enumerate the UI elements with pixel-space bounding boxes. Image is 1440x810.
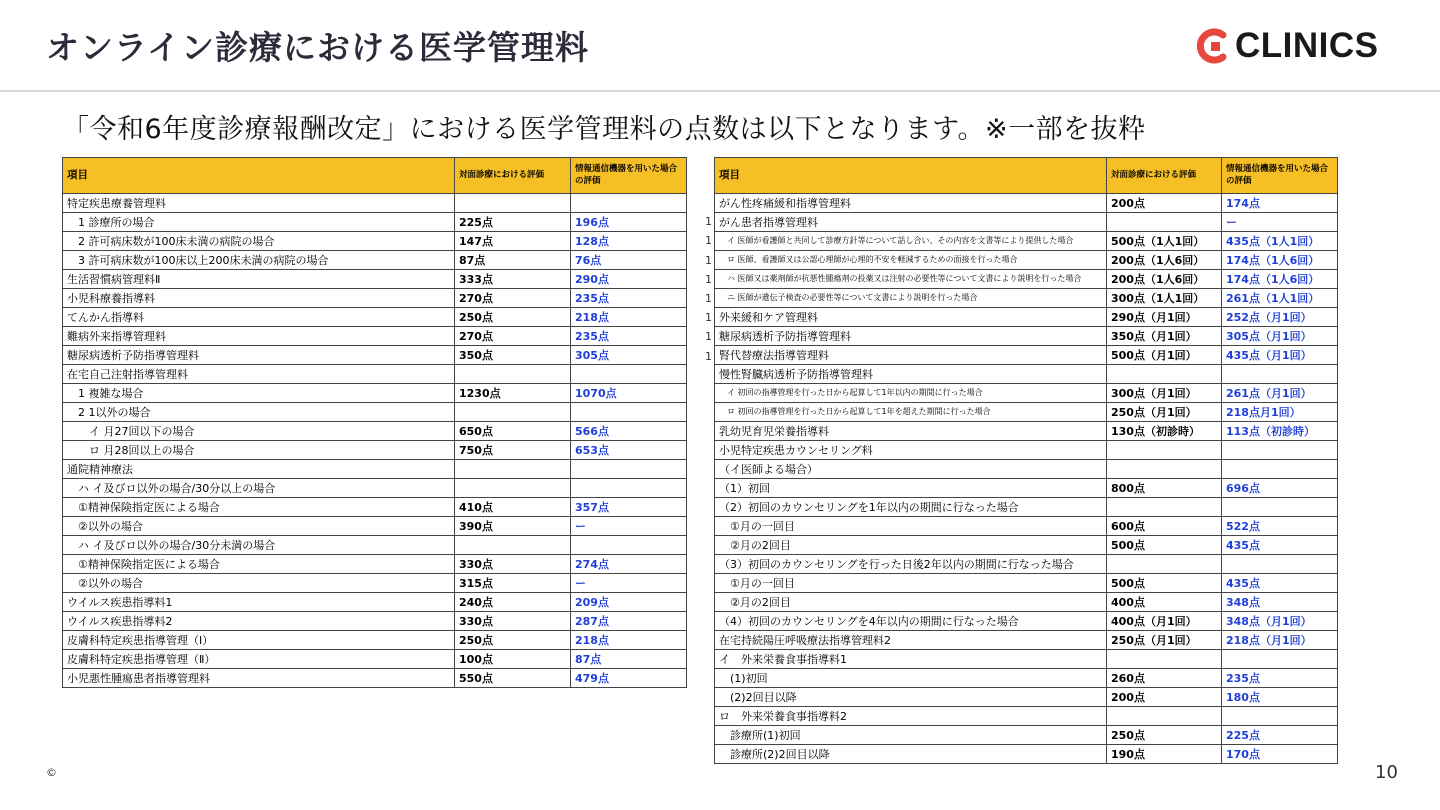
row-online-fee: 113点（初診時） (1222, 422, 1338, 441)
row-in-person-fee: 300点（1人1回） (1107, 289, 1222, 308)
table-row (715, 460, 1338, 479)
row-in-person-fee: 270点 (455, 289, 571, 308)
row-marker: 1 (705, 234, 712, 248)
row-in-person-fee (455, 479, 571, 498)
row-online-fee: 274点 (571, 555, 687, 574)
table-row (715, 213, 1338, 232)
row-item: (1)初回 (715, 669, 1107, 688)
row-item: 乳幼児育児栄養指導料 (715, 422, 1107, 441)
row-in-person-fee: 200点（1人6回） (1107, 251, 1222, 270)
row-in-person-fee (1107, 555, 1222, 574)
medical-fee-table-right (714, 157, 1338, 764)
row-online-fee: 225点 (1222, 726, 1338, 745)
row-online-fee: 180点 (1222, 688, 1338, 707)
row-online-fee: 435点（1人1回） (1222, 232, 1338, 251)
row-item: 在宅自己注射指導管理料 (63, 365, 455, 384)
row-marker: 1 (705, 349, 712, 363)
row-item: 皮膚科特定疾患指導管理（Ⅱ） (63, 650, 455, 669)
table-row (63, 498, 687, 517)
row-online-fee (1222, 460, 1338, 479)
row-in-person-fee: 410点 (455, 498, 571, 517)
table-row (63, 460, 687, 479)
row-online-fee (571, 536, 687, 555)
row-item: ハ イ及びロ以外の場合/30分以上の場合 (63, 479, 455, 498)
row-in-person-fee: 350点（月1回） (1107, 327, 1222, 346)
row-online-fee (1222, 707, 1338, 726)
row-item: ②以外の場合 (63, 574, 455, 593)
row-item: 診療所(1)初回 (715, 726, 1107, 745)
row-online-fee: 209点 (571, 593, 687, 612)
row-in-person-fee: 87点 (455, 251, 571, 270)
row-in-person-fee: 260点 (1107, 669, 1222, 688)
row-in-person-fee: 390点 (455, 517, 571, 536)
table-row (715, 650, 1338, 669)
row-item: 外来緩和ケア管理料 (715, 308, 1107, 327)
row-in-person-fee: 240点 (455, 593, 571, 612)
row-item: 診療所(2)2回目以降 (715, 745, 1107, 764)
row-in-person-fee: 270点 (455, 327, 571, 346)
table-header-row (63, 158, 687, 194)
row-item: 通院精神療法 (63, 460, 455, 479)
row-item: ロ 月28回以上の場合 (63, 441, 455, 460)
row-online-fee: 653点 (571, 441, 687, 460)
row-online-fee: 1070点 (571, 384, 687, 403)
table-row (715, 574, 1338, 593)
table-row (63, 346, 687, 365)
table-row (63, 555, 687, 574)
table-row (715, 631, 1338, 650)
row-item: 特定疾患療養管理料 (63, 194, 455, 213)
row-in-person-fee: 200点（1人6回） (1107, 270, 1222, 289)
row-in-person-fee: 250点 (455, 308, 571, 327)
row-online-fee: 290点 (571, 270, 687, 289)
row-item: ②月の2回目 (715, 536, 1107, 555)
row-in-person-fee: 250点（月1回） (1107, 631, 1222, 650)
row-in-person-fee: 190点 (1107, 745, 1222, 764)
table-row (715, 422, 1338, 441)
clinics-logo (1193, 26, 1379, 66)
row-online-fee: 218点月1回） (1222, 403, 1338, 422)
row-in-person-fee: 500点 (1107, 574, 1222, 593)
row-in-person-fee: 1230点 (455, 384, 571, 403)
table-row (63, 479, 687, 498)
row-online-fee (571, 460, 687, 479)
row-item: 皮膚科特定疾患指導管理（Ⅰ） (63, 631, 455, 650)
row-online-fee: 174点 (1222, 194, 1338, 213)
table-row (715, 270, 1338, 289)
row-online-fee: 348点（月1回） (1222, 612, 1338, 631)
row-in-person-fee: 147点 (455, 232, 571, 251)
table-row (715, 194, 1338, 213)
row-online-fee: 174点（1人6回） (1222, 251, 1338, 270)
row-item: ハ イ及びロ以外の場合/30分未満の場合 (63, 536, 455, 555)
row-in-person-fee (1107, 213, 1222, 232)
row-in-person-fee: 400点（月1回） (1107, 612, 1222, 631)
table-row (63, 270, 687, 289)
row-in-person-fee: 500点（1人1回） (1107, 232, 1222, 251)
row-marker: 1 (705, 330, 712, 344)
table-row (715, 441, 1338, 460)
row-online-fee: 76点 (571, 251, 687, 270)
row-in-person-fee: 333点 (455, 270, 571, 289)
table-row (715, 498, 1338, 517)
page-number: 10 (1375, 762, 1398, 783)
row-item: ①月の一回目 (715, 517, 1107, 536)
row-item: 在宅持続陽圧呼吸療法指導管理料2 (715, 631, 1107, 650)
row-online-fee (1222, 650, 1338, 669)
row-item: 生活習慣病管理料Ⅱ (63, 270, 455, 289)
row-online-fee: 252点（月1回） (1222, 308, 1338, 327)
row-item: ①精神保険指定医による場合 (63, 498, 455, 517)
table-row (63, 669, 687, 688)
row-item: ハ 医師又は薬剤師が抗悪性腫瘍剤の投薬又は注射の必要性等について文書により説明を行った場合 (715, 270, 1107, 289)
row-online-fee: 218点（月1回） (1222, 631, 1338, 650)
table-row (715, 365, 1338, 384)
page-title: オンライン診療における医学管理料 (46, 28, 590, 67)
row-item: 小児特定疾患カウンセリング料 (715, 441, 1107, 460)
table-row (63, 631, 687, 650)
table-row (715, 745, 1338, 764)
header-item: 項目 (715, 158, 1107, 194)
row-online-fee: 522点 (1222, 517, 1338, 536)
header-in-person: 対面診療における評価 (1107, 158, 1222, 194)
table-row (715, 707, 1338, 726)
row-online-fee: 235点 (571, 327, 687, 346)
row-online-fee (1222, 498, 1338, 517)
row-in-person-fee: 250点（月1回） (1107, 403, 1222, 422)
table-row (63, 441, 687, 460)
row-online-fee: ー (571, 517, 687, 536)
row-marker: 1 (705, 311, 712, 325)
row-item: （4）初回のカウンセリングを4年以内の期間に行なった場合 (715, 612, 1107, 631)
table-row (63, 574, 687, 593)
row-marker: 1 (705, 253, 712, 267)
row-in-person-fee (1107, 365, 1222, 384)
table-row (715, 289, 1338, 308)
row-item: ロ 初回の指導管理を行った日から起算して1年を超えた期間に行った場合 (715, 403, 1107, 422)
row-online-fee: 174点（1人6回） (1222, 270, 1338, 289)
row-in-person-fee: 130点（初診時） (1107, 422, 1222, 441)
row-item: がん性疼痛緩和指導管理料 (715, 194, 1107, 213)
row-online-fee: 435点 (1222, 574, 1338, 593)
row-in-person-fee (455, 536, 571, 555)
table-row (63, 536, 687, 555)
row-item: ニ 医師が遺伝子検査の必要性等について文書により説明を行った場合 (715, 289, 1107, 308)
row-item: イ 初回の指導管理を行った日から起算して1年以内の期間に行った場合 (715, 384, 1107, 403)
row-in-person-fee: 400点 (1107, 593, 1222, 612)
row-item: イ 医師が看護師と共同して診療方針等について話し合い、その内容を文書等により提供した場合 (715, 232, 1107, 251)
row-in-person-fee: 600点 (1107, 517, 1222, 536)
row-in-person-fee: 300点（月1回） (1107, 384, 1222, 403)
row-online-fee: 435点 (1222, 536, 1338, 555)
row-item: （3）初回のカウンセリングを行った日後2年以内の期間に行なった場合 (715, 555, 1107, 574)
row-item: ②月の2回目 (715, 593, 1107, 612)
row-in-person-fee: 500点（月1回） (1107, 346, 1222, 365)
row-marker: 1 (705, 292, 712, 305)
table-row (63, 517, 687, 536)
row-online-fee: 235点 (571, 289, 687, 308)
row-item: 1 複雑な場合 (63, 384, 455, 403)
row-in-person-fee: 330点 (455, 612, 571, 631)
table-row (715, 555, 1338, 574)
row-in-person-fee: 290点（月1回） (1107, 308, 1222, 327)
header-online: 情報通信機器を用いた場合の評価 (571, 158, 687, 194)
row-item: ロ 医師、看護師又は公認心理師が心理的不安を軽減するための面接を行った場合 (715, 251, 1107, 270)
table-row (715, 688, 1338, 707)
row-online-fee: 566点 (571, 422, 687, 441)
clinics-logo-icon (1193, 27, 1229, 65)
row-online-fee: 435点（月1回） (1222, 346, 1338, 365)
row-in-person-fee: 200点 (1107, 688, 1222, 707)
row-in-person-fee (1107, 460, 1222, 479)
row-in-person-fee: 350点 (455, 346, 571, 365)
table-row (715, 384, 1338, 403)
table-row (63, 327, 687, 346)
row-item: 2 許可病床数が100床未満の病院の場合 (63, 232, 455, 251)
table-row (63, 384, 687, 403)
row-online-fee: ー (571, 574, 687, 593)
row-in-person-fee: 315点 (455, 574, 571, 593)
row-online-fee: 87点 (571, 650, 687, 669)
table-row (63, 251, 687, 270)
row-in-person-fee (1107, 650, 1222, 669)
row-in-person-fee (455, 460, 571, 479)
row-in-person-fee: 800点 (1107, 479, 1222, 498)
row-online-fee: 305点 (571, 346, 687, 365)
row-item: ①月の一回目 (715, 574, 1107, 593)
row-online-fee: 261点（月1回） (1222, 384, 1338, 403)
row-online-fee: 170点 (1222, 745, 1338, 764)
header-divider (0, 90, 1440, 92)
row-online-fee: ー (1222, 213, 1338, 232)
table-row (715, 612, 1338, 631)
row-item: 小児科療養指導料 (63, 289, 455, 308)
logo-text: CLINICS (1235, 26, 1379, 65)
table-row (715, 327, 1338, 346)
row-marker: 1 (705, 215, 712, 229)
row-online-fee (571, 479, 687, 498)
table-row (715, 403, 1338, 422)
header-online: 情報通信機器を用いた場合の評価 (1222, 158, 1338, 194)
row-in-person-fee: 250点 (1107, 726, 1222, 745)
table-row (715, 517, 1338, 536)
row-item: 2 1以外の場合 (63, 403, 455, 422)
table-row (63, 593, 687, 612)
row-item: （2）初回のカウンセリングを1年以内の期間に行なった場合 (715, 498, 1107, 517)
row-online-fee: 357点 (571, 498, 687, 517)
row-in-person-fee (1107, 707, 1222, 726)
row-item: ロ 外来栄養食事指導料2 (715, 707, 1107, 726)
row-item: 糖尿病透析予防指導管理料 (63, 346, 455, 365)
row-item: 糖尿病透析予防指導管理料 (715, 327, 1107, 346)
table-row (715, 669, 1338, 688)
row-item: 難病外来指導管理料 (63, 327, 455, 346)
table-row (715, 479, 1338, 498)
table-row (715, 251, 1338, 270)
table-row (715, 593, 1338, 612)
row-in-person-fee: 200点 (1107, 194, 1222, 213)
medical-fee-table-left (62, 157, 687, 688)
table-row (715, 308, 1338, 327)
row-item: 慢性腎臓病透析予防指導管理料 (715, 365, 1107, 384)
table-row (63, 289, 687, 308)
row-item: ②以外の場合 (63, 517, 455, 536)
row-in-person-fee (455, 403, 571, 422)
row-online-fee: 218点 (571, 308, 687, 327)
row-online-fee: 128点 (571, 232, 687, 251)
table-row (63, 650, 687, 669)
row-online-fee: 261点（1人1回） (1222, 289, 1338, 308)
subtitle: 「令和6年度診療報酬改定」における医学管理料の点数は以下となります。※一部を抜粋 (62, 114, 1146, 145)
row-in-person-fee: 100点 (455, 650, 571, 669)
row-item: （1）初回 (715, 479, 1107, 498)
row-in-person-fee: 550点 (455, 669, 571, 688)
row-item: ウイルス疾患指導料1 (63, 593, 455, 612)
row-online-fee (1222, 365, 1338, 384)
table-row (63, 232, 687, 251)
row-item: ①精神保険指定医による場合 (63, 555, 455, 574)
row-in-person-fee (455, 194, 571, 213)
row-in-person-fee: 225点 (455, 213, 571, 232)
row-in-person-fee (455, 365, 571, 384)
table-row (63, 422, 687, 441)
row-in-person-fee: 250点 (455, 631, 571, 650)
copyright-text: © (46, 766, 57, 779)
row-in-person-fee (1107, 441, 1222, 460)
row-online-fee: 235点 (1222, 669, 1338, 688)
header-in-person: 対面診療における評価 (455, 158, 571, 194)
table-row (63, 403, 687, 422)
table-row (715, 232, 1338, 251)
row-online-fee (1222, 441, 1338, 460)
row-marker: 1 (705, 272, 712, 286)
table-row (63, 612, 687, 631)
row-in-person-fee (1107, 498, 1222, 517)
row-item: ウイルス疾患指導料2 (63, 612, 455, 631)
row-online-fee: 287点 (571, 612, 687, 631)
table-row (63, 308, 687, 327)
row-online-fee (571, 365, 687, 384)
table-row (715, 726, 1338, 745)
row-item: イ 月27回以下の場合 (63, 422, 455, 441)
row-item: （イ医師よる場合） (715, 460, 1107, 479)
table-row (715, 346, 1338, 365)
header-item: 項目 (63, 158, 455, 194)
table-row (63, 365, 687, 384)
row-online-fee (571, 403, 687, 422)
row-online-fee (571, 194, 687, 213)
table-row (63, 194, 687, 213)
row-online-fee: 479点 (571, 669, 687, 688)
row-item: 小児悪性腫瘍患者指導管理料 (63, 669, 455, 688)
table-row (63, 213, 687, 232)
row-item: (2)2回目以降 (715, 688, 1107, 707)
row-in-person-fee: 330点 (455, 555, 571, 574)
row-online-fee: 348点 (1222, 593, 1338, 612)
row-in-person-fee: 750点 (455, 441, 571, 460)
row-online-fee: 696点 (1222, 479, 1338, 498)
row-online-fee: 305点（月1回） (1222, 327, 1338, 346)
row-in-person-fee: 650点 (455, 422, 571, 441)
table-header-row (715, 158, 1338, 194)
row-online-fee (1222, 555, 1338, 574)
row-online-fee: 196点 (571, 213, 687, 232)
row-item: 腎代替療法指導管理料 (715, 346, 1107, 365)
row-item: てんかん指導料 (63, 308, 455, 327)
row-item: 3 許可病床数が100床以上200床未満の病院の場合 (63, 251, 455, 270)
row-item: イ 外来栄養食事指導料1 (715, 650, 1107, 669)
table-row (715, 536, 1338, 555)
row-online-fee: 218点 (571, 631, 687, 650)
row-in-person-fee: 500点 (1107, 536, 1222, 555)
row-item: がん患者指導管理料 (715, 213, 1107, 232)
row-item: 1 診療所の場合 (63, 213, 455, 232)
